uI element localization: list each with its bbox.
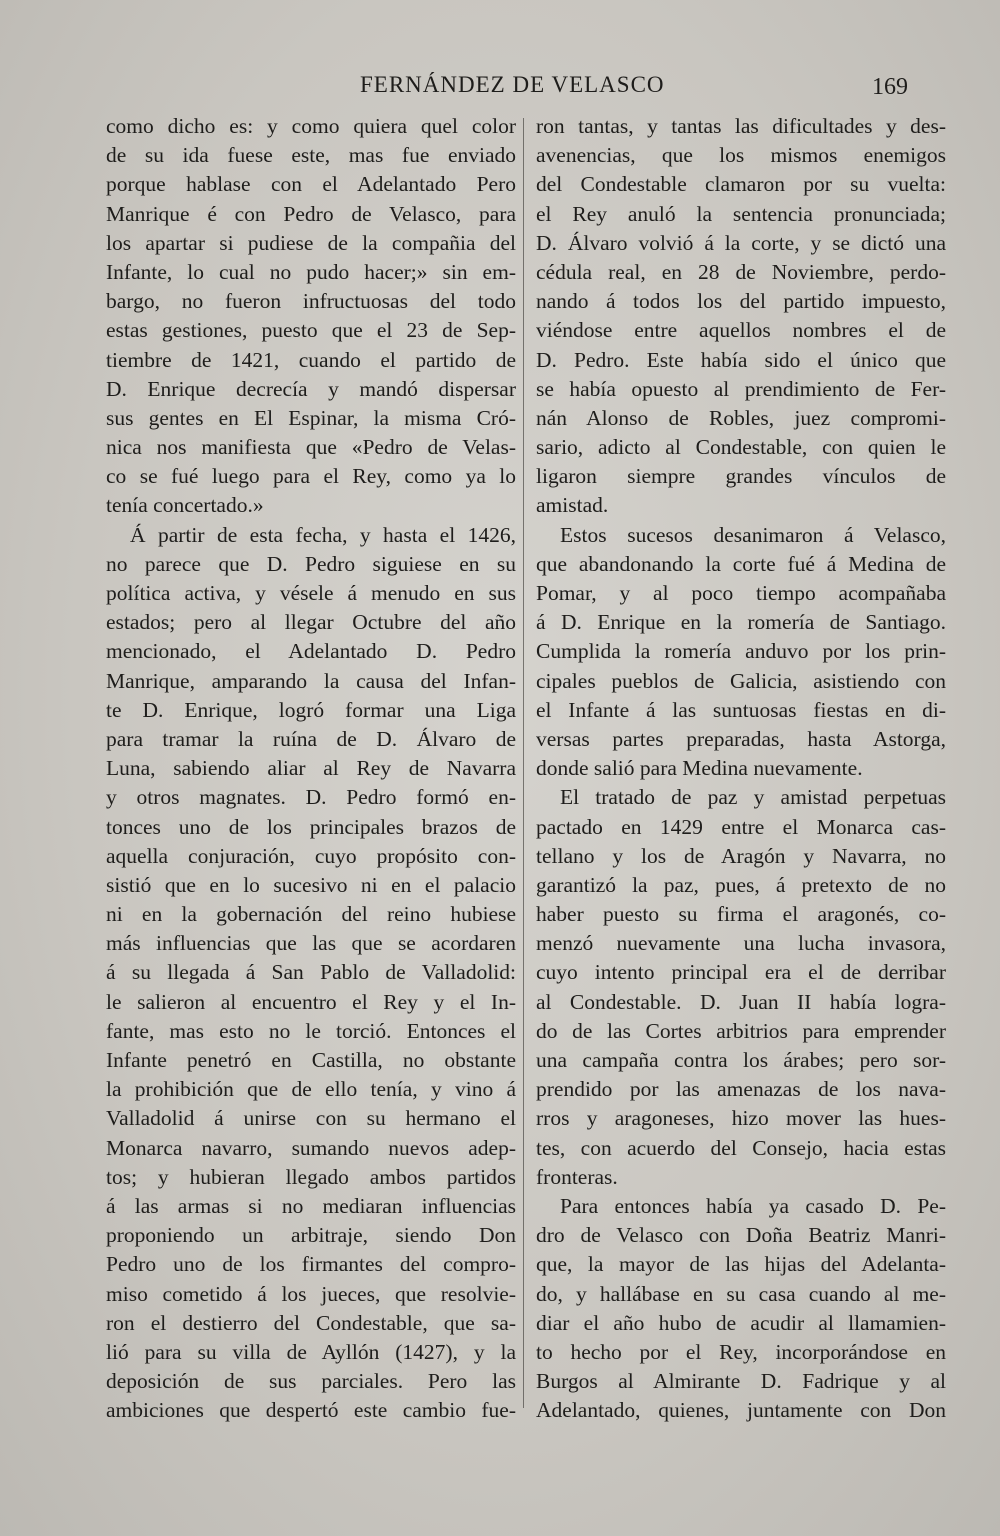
text-line: tes, con acuerdo del Consejo, hacia estas [536, 1135, 946, 1160]
text-line: amistad. [536, 493, 609, 518]
text-line: sus gentes en El Espinar, la misma Cró- [106, 405, 516, 430]
text-line: ni en la gobernación del reino hubiese [106, 902, 516, 927]
text-line: diar el año hubo de acudir al llamamien- [536, 1310, 946, 1335]
text-line: haber puesto su firma el aragonés, co- [536, 902, 946, 927]
text-line: tiembre de 1421, cuando el partido de [106, 347, 516, 372]
text-line: Monarca navarro, sumando nuevos adep- [106, 1135, 516, 1160]
left-text-column [106, 112, 516, 1425]
text-line: de su ida fuese este, mas fue enviado [106, 143, 516, 168]
text-line: Á partir de esta fecha, y hasta el 1426, [130, 522, 516, 547]
text-line: Manrique é con Pedro de Velasco, para [106, 201, 516, 226]
text-line: Luna, sabiendo aliar al Rey de Navarra [106, 756, 516, 781]
text-line: Infante penetró en Castilla, no obstante [106, 1048, 516, 1072]
text-line: más influencias que las que se acordaren [106, 931, 516, 956]
text-line: aquella conjuración, cuyo propósito con- [106, 843, 516, 868]
text-line: garantizó la paz, pues, á pretexto de no [536, 872, 946, 897]
text-line: á su llegada á San Pablo de Valladolid: [106, 960, 516, 985]
text-line: como dicho es: y como quiera quel color [106, 114, 516, 138]
text-line: Infante, lo cual no pudo hacer;» sin em- [106, 259, 516, 284]
text-line: Cumplida la romería anduvo por los prin- [536, 639, 946, 664]
text-line: al Condestable. D. Juan II había logra- [536, 989, 946, 1014]
text-line: y otros magnates. D. Pedro formó en- [106, 785, 516, 810]
text-line: bargo, no fueron infructuosas del todo [106, 289, 516, 314]
text-line: D. Enrique decrecía y mandó dispersar [106, 376, 516, 401]
text-line: donde salió para Medina nuevamente. [536, 756, 863, 781]
text-line: Burgos al Almirante D. Fadrique y al [536, 1369, 946, 1394]
text-line: tonces uno de los principales brazos de [106, 814, 516, 839]
text-line: menzó nuevamente una lucha invasora, [536, 931, 946, 956]
text-line: sario, adicto al Condestable, con quien le [536, 435, 946, 460]
text-line: la prohibición que de ello tenía, y vino á [106, 1077, 516, 1102]
text-line: tenía concertado.» [106, 493, 264, 518]
running-title: FERNÁNDEZ DE VELASCO [360, 72, 665, 97]
text-line: á las armas si no mediaran influencias [106, 1193, 516, 1218]
text-line: nando á todos los del partido impuesto, [536, 289, 946, 314]
text-line: tos; y hubieran llegado ambos partidos [106, 1164, 516, 1189]
text-line: una campaña contra los árabes; pero sor- [536, 1048, 946, 1072]
text-line: estas gestiones, puesto que el 23 de Sep- [106, 318, 516, 343]
text-line: ron tantas, y tantas las dificultades y des- [536, 114, 946, 138]
text-line: política activa, y vésele á menudo en sus [106, 581, 516, 605]
text-line: co se fué luego para el Rey, como ya lo [106, 464, 516, 489]
text-line: ron el destierro del Condestable, que sa- [106, 1310, 516, 1335]
text-line: sistió que en lo sucesivo ni en el palacio [106, 872, 516, 897]
text-line: los apartar si pudiese de la compañia del [106, 230, 516, 255]
text-line: to hecho por el Rey, incorporándose en [536, 1339, 946, 1364]
text-line: D. Álvaro volvió á la corte, y se dictó una [536, 230, 946, 255]
text-line: cipales pueblos de Galicia, asistiendo con [536, 668, 946, 693]
text-line: estados; pero al llegar Octubre del año [106, 610, 516, 635]
text-line: fronteras. [536, 1164, 618, 1189]
text-line: el Rey anuló la sentencia pronunciada; [536, 201, 946, 226]
right-text-column [536, 112, 946, 1425]
text-line: cédula real, en 28 de Noviembre, perdo- [536, 259, 946, 284]
text-line: prendido por las amenazas de los nava- [536, 1077, 946, 1102]
text-line: fante, mas esto no le torció. Entonces el [106, 1018, 516, 1043]
text-line: deposición de sus parciales. Pero las [106, 1369, 516, 1394]
text-line: cuyo intento principal era el de derribar [536, 960, 946, 985]
text-line: ambiciones que despertó este cambio fue- [106, 1398, 516, 1423]
text-line: Pomar, y al poco tiempo acompañaba [536, 581, 946, 605]
text-line: del Condestable clamaron por su vuelta: [536, 172, 946, 197]
text-line: porque hablase con el Adelantado Pero [106, 172, 516, 197]
text-line: el Infante á las suntuosas fiestas en di- [536, 697, 946, 722]
text-line: que, la mayor de las hijas del Adelanta- [536, 1252, 946, 1277]
text-line: miso cometido á los jueces, que resolvie- [106, 1281, 516, 1306]
text-line: dro de Velasco con Doña Beatriz Manri- [536, 1223, 946, 1248]
text-line: nán Alonso de Robles, juez compromi- [536, 405, 946, 430]
page-number: 169 [872, 74, 908, 100]
text-line: Pedro uno de los firmantes del compro- [106, 1252, 516, 1277]
text-line: te D. Enrique, logró formar una Liga [106, 697, 516, 722]
text-line: lió para su villa de Ayllón (1427), y la [106, 1339, 516, 1364]
text-line: no parece que D. Pedro siguiese en su [106, 551, 516, 576]
text-line: Adelantado, quienes, juntamente con Don [536, 1398, 946, 1423]
text-line: rros y aragoneses, hizo mover las hues- [536, 1106, 946, 1131]
text-line: le salieron al encuentro el Rey y el In- [106, 989, 516, 1014]
text-line: viéndose entre aquellos nombres el de [536, 318, 946, 343]
text-line: á D. Enrique en la romería de Santiago. [536, 610, 946, 635]
text-line: para tramar la ruína de D. Álvaro de [106, 726, 516, 751]
text-line: Valladolid á unirse con su hermano el [106, 1106, 516, 1131]
text-line: se había opuesto al prendimiento de Fer- [536, 376, 946, 401]
text-line: mencionado, el Adelantado D. Pedro [106, 639, 516, 664]
text-line: D. Pedro. Este había sido el único que [536, 347, 946, 372]
text-line: El tratado de paz y amistad perpetuas [560, 785, 946, 810]
text-line: tellano y los de Aragón y Navarra, no [536, 843, 946, 868]
text-line: do de las Cortes arbitrios para emprender [536, 1018, 946, 1043]
text-line: proponiendo un arbitraje, siendo Don [106, 1223, 516, 1248]
column-divider [523, 118, 524, 1408]
text-line: nica nos manifiesta que «Pedro de Velas- [106, 435, 516, 460]
text-line: versas partes preparadas, hasta Astorga, [536, 726, 946, 751]
text-line: Para entonces había ya casado D. Pe- [560, 1193, 946, 1218]
text-line: que abandonando la corte fué á Medina de [536, 551, 946, 576]
text-line: pactado en 1429 entre el Monarca cas- [536, 814, 946, 839]
text-line: Estos sucesos desanimaron á Velasco, [560, 522, 946, 547]
text-line: avenencias, que los mismos enemigos [536, 143, 946, 168]
page-header [0, 72, 1000, 106]
text-line: ligaron siempre grandes vínculos de [536, 464, 946, 489]
text-line: do, y hallábase en su casa cuando al me- [536, 1281, 946, 1306]
text-line: Manrique, amparando la causa del Infan- [106, 668, 516, 693]
